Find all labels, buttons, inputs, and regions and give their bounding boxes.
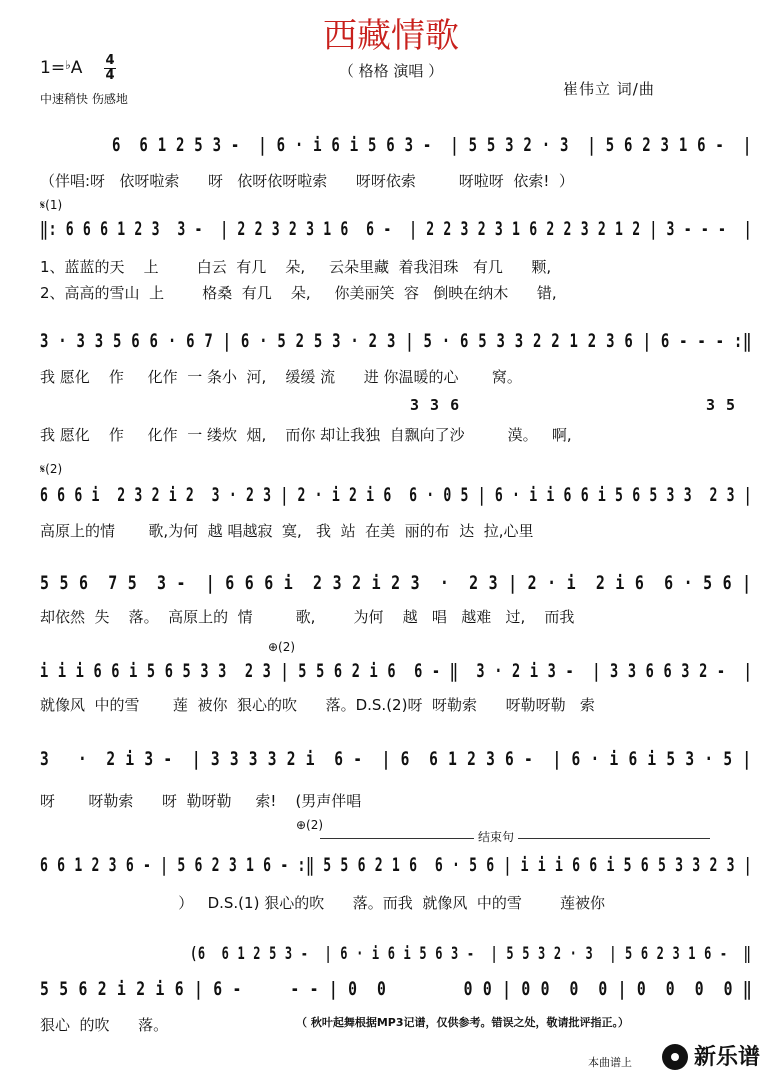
lyric-line: ） D.S.(1) 狠心的吹 落。而我 就像风 中的雪 莲被你 [40, 894, 606, 912]
song-title: 西藏情歌 [323, 16, 459, 56]
alt-notes-right: 3 5 [706, 396, 737, 414]
lyric-line: 我 愿化 作 化作 一 条小 河, 缓缓 流 进 你温暖的心 窝。 [40, 368, 522, 386]
lyric-line: 就像风 中的雪 莲 被你 狠心的吹 落。D.S.(2)呀 呀勒索 呀勒呀勒 索 [40, 696, 595, 714]
key-note: A [70, 58, 83, 78]
brand-name: 新乐谱 [694, 1045, 761, 1070]
time-signature [104, 54, 116, 83]
notation-row: 5 5 6 2 i 2 i 6 | 6 - - - | 0 0 0 0 | 0 0 0 0 | 0 0 0 0 ‖ [40, 978, 753, 1000]
lyric-line: 我 愿化 作 化作 一 缕炊 烟, 而你 却让我独 自飘向了沙 漠。 啊, [40, 426, 572, 444]
meter-bottom: 4 [105, 68, 115, 83]
lyric-line: 狠心 的吹 落。 [40, 1016, 169, 1034]
notation-row: i i i 6 6 i 5 6 5 3 3 2 3 | 5 5 6 2 i 6 6 - ‖ 3 · 2 i 3 - | 3 3 6 6 3 2 - | [40, 660, 753, 682]
coda-mark: ⊕(2) [268, 640, 296, 654]
notation-row: ‖: 6 6 6 1 2 3 3 - | 2 2 3 2 3 1 6 6 - | 2 2 3 2 3 1 6 2 2 3 2 1 2 | 3 - - - | [40, 218, 753, 240]
lyric-line: 却依然 失 落。 高原上的 情 歌, 为何 越 唱 越难 过, 而我 [40, 608, 575, 626]
composer-credit: 崔伟立 词/曲 [563, 80, 655, 98]
notation-row: 3 · 2 i 3 - | 3 3 3 3 2 i 6 - | 6 6 1 2 3 6 - | 6 · i 6 i 5 3 · 5 | [40, 748, 752, 770]
notation-row: 6 6 1 2 5 3 - | 6 · i 6 i 5 6 3 - | 5 5 3 2 · 3 | 5 6 2 3 1 6 - | [112, 134, 752, 156]
coda-mark: ⊕(2) [296, 818, 324, 832]
notation-row: 5 5 6 7 5 3 - | 6 6 6 i 2 3 2 i 2 3 · 2 3 | 2 · i 2 i 6 6 · 5 6 | [40, 572, 752, 594]
segno-mark: 𝄋(1) [40, 198, 63, 212]
lyric-line: （伴唱:呀 依呀啦索 呀 依呀依呀啦索 呀呀依索 呀啦呀 依索! ） [40, 172, 574, 190]
segno-mark: 𝄋(2) [40, 462, 63, 476]
performer: （ 格格 演唱 ） [338, 62, 444, 80]
accompaniment-row: (6 6 1 2 5 3 - | 6 · i 6 i 5 6 3 - | 5 5 3 2 · 3 | 5 6 2 3 1 6 - ‖ [190, 944, 752, 964]
meter-top: 4 [105, 53, 115, 68]
notation-row: 3 · 3 3 5 6 6 · 6 7 | 6 · 5 2 5 3 · 2 3 | 5 · 6 5 3 3 2 2 1 2 3 6 | 6 - - - :‖ [40, 330, 753, 352]
alt-notes: 3 3 6 [410, 396, 461, 414]
lyric-line: 高原上的情 歌,为何 越 唱越寂 寞, 我 站 在美 丽的布 达 拉,心里 [40, 522, 534, 540]
notation-row: 6 6 6 i 2 3 2 i 2 3 · 2 3 | 2 · i 2 i 6 6 · 0 5 | 6 · i i 6 6 i 5 6 5 3 3 2 3 | [40, 484, 753, 506]
transcription-note: （ 秋叶起舞根据MP3记谱，仅供参考。错误之处，敬请批评指正。） [296, 1016, 629, 1029]
notation-row: 6 6 1 2 3 6 - | 5 6 2 3 1 6 - :‖ 5 5 6 2 1 6 6 · 5 6 | i i i 6 6 i 5 6 5 3 3 2 3 | [40, 854, 753, 876]
key-signature [40, 58, 82, 78]
ending-label: 结束句 [474, 828, 518, 845]
lyric-line: 2、高高的雪山 上 格桑 有几 朵, 你美丽笑 容 倒映在纳木 错, [40, 284, 557, 302]
tempo-marking: 中速稍快 伤感地 [40, 92, 128, 106]
record-logo-icon [662, 1044, 688, 1070]
lyric-line: 1、蓝蓝的天 上 白云 有几 朵, 云朵里藏 着我泪珠 有几 颗, [40, 258, 552, 276]
brand-prefix: 本曲谱上 [588, 1056, 632, 1069]
key-prefix: 1= [40, 58, 66, 78]
lyric-line: 呀 呀勒索 呀 勒呀勒 索! (男声伴唱 [40, 792, 362, 810]
flat-sign: ♭ [65, 58, 71, 72]
